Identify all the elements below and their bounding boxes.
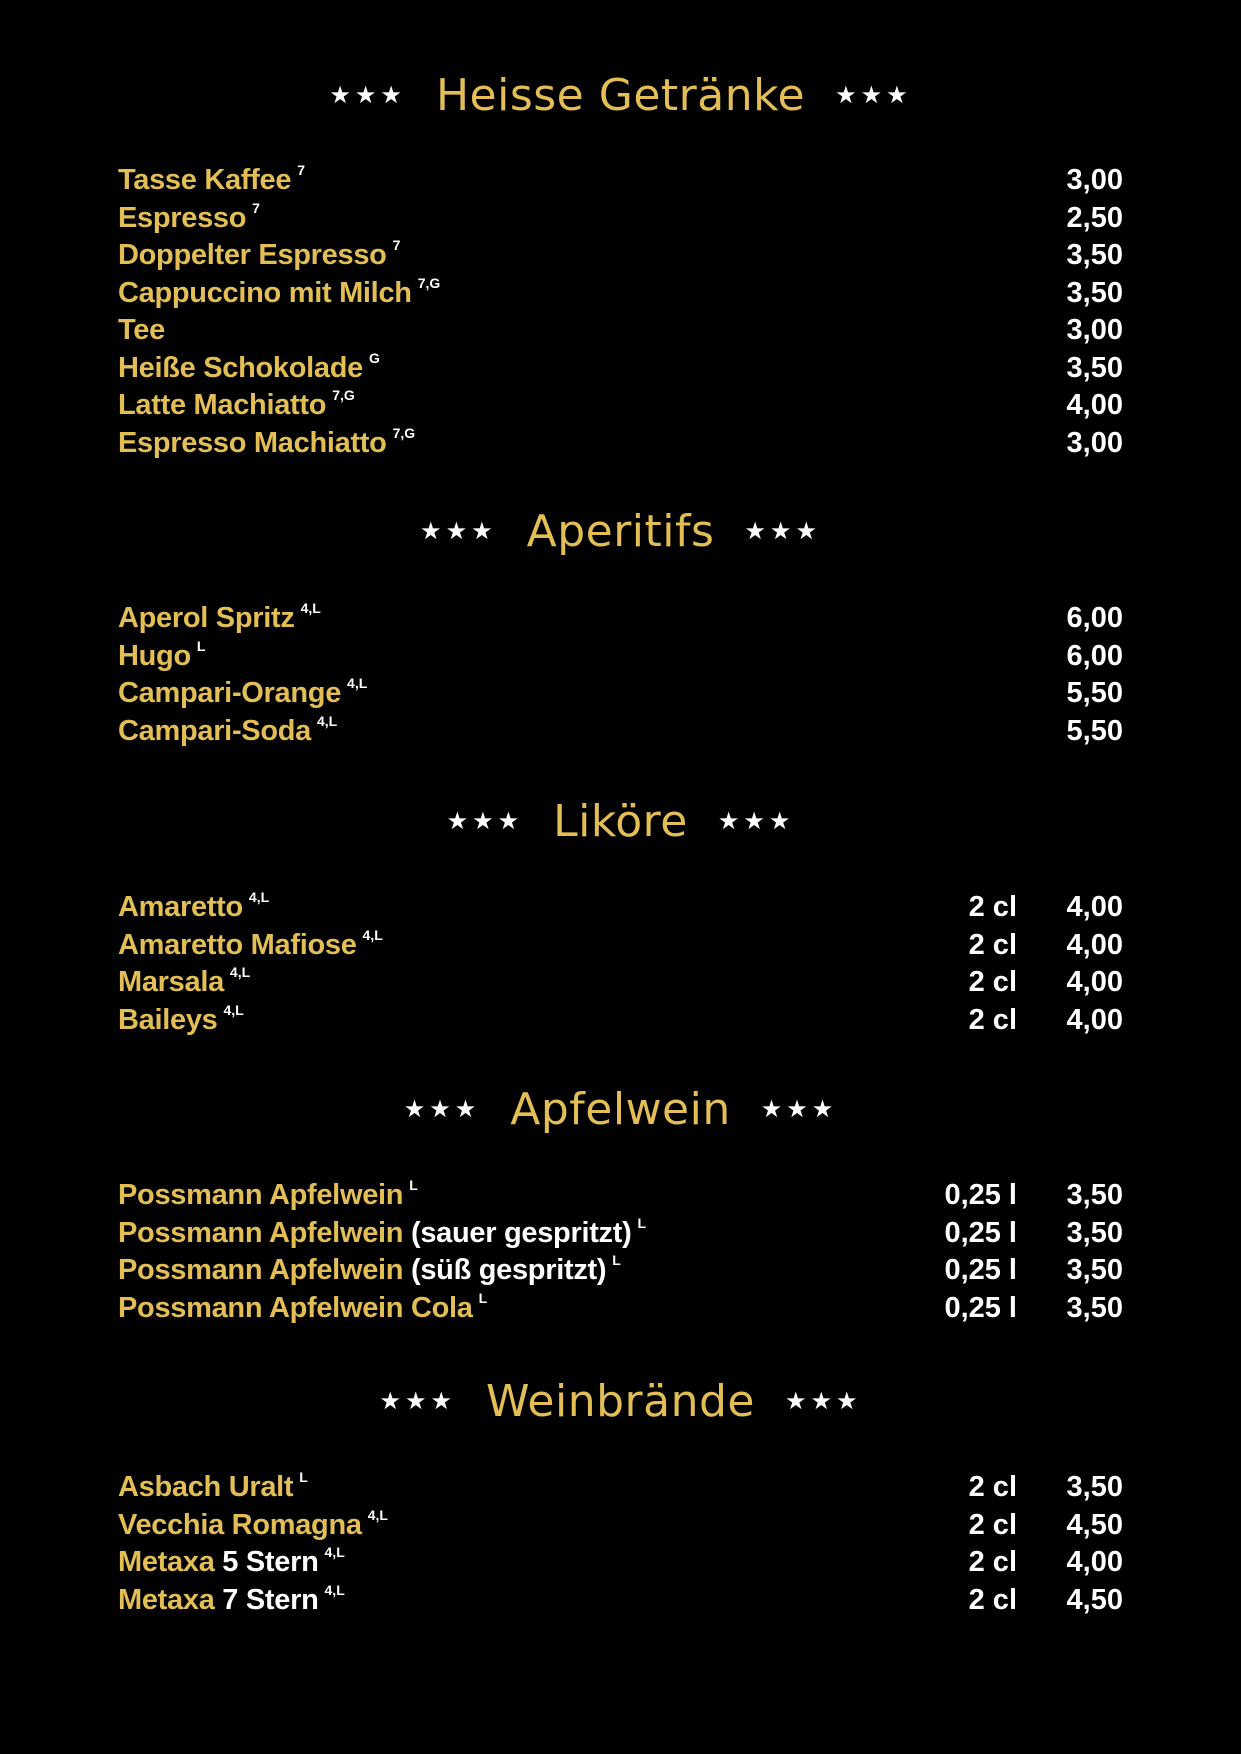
- item-name: Amaretto: [118, 891, 243, 923]
- menu-item: [0, 1002, 1241, 1040]
- menu-item: [0, 1215, 1241, 1253]
- allergen-code: 4,L: [229, 964, 251, 980]
- allergen-code: 4,L: [324, 1544, 345, 1560]
- allergen-code: G: [369, 349, 380, 366]
- item-price: 4,00: [1066, 891, 1123, 923]
- item-name-group: [118, 1544, 345, 1585]
- item-name: Campari-Soda: [118, 714, 311, 747]
- item-price: 4,00: [1066, 1003, 1123, 1036]
- stars-left-icon: ★★★: [446, 807, 524, 835]
- item-price: 3,00: [1066, 426, 1123, 459]
- allergen-code: 4,L: [223, 1001, 244, 1018]
- menu-item: [0, 1507, 1241, 1545]
- menu-item: [0, 1582, 1241, 1620]
- section-heading: [0, 786, 1241, 856]
- item-name: Campari-Orange: [118, 677, 342, 709]
- item-name-group: [118, 1177, 418, 1218]
- menu-item: [0, 387, 1241, 425]
- item-name-group: [118, 275, 440, 316]
- item-name: Espresso: [118, 201, 247, 234]
- item-name-group: [118, 638, 205, 679]
- section-title: Weinbrände: [486, 1375, 755, 1427]
- item-size: 2 cl: [968, 1583, 1017, 1616]
- item-price: 4,00: [1066, 389, 1123, 421]
- item-size: 0,25 l: [944, 1291, 1017, 1324]
- section-title: Aperitifs: [526, 505, 715, 557]
- menu-item: [0, 675, 1241, 713]
- item-list: [0, 162, 1241, 462]
- item-size: 2 cl: [968, 1003, 1017, 1036]
- item-name-group: [118, 1507, 388, 1548]
- item-name: Hugo: [118, 639, 191, 672]
- item-name-group: [118, 387, 355, 428]
- item-name-group: [118, 600, 321, 641]
- menu-item: [0, 927, 1241, 965]
- allergen-code: 7: [297, 162, 305, 178]
- menu-item: [0, 713, 1241, 751]
- item-name: Possmann Apfelwein: [118, 1254, 404, 1286]
- item-price: 6,00: [1066, 639, 1123, 672]
- item-variant: 7 Stern: [222, 1583, 319, 1616]
- section-heading: [0, 60, 1241, 130]
- allergen-code: 4,L: [317, 712, 338, 729]
- item-name: Doppelter Espresso: [118, 239, 387, 271]
- item-name-group: [118, 1469, 308, 1510]
- item-name-group: [118, 1002, 244, 1043]
- item-name-group: [118, 350, 380, 391]
- menu-item: [0, 237, 1241, 275]
- allergen-code: 7,G: [392, 424, 416, 441]
- allergen-code: 4,L: [300, 600, 321, 616]
- section-title: Liköre: [553, 795, 688, 847]
- item-name: Aperol Spritz: [118, 602, 295, 634]
- item-name: Tee: [118, 314, 165, 346]
- section-heading: [0, 496, 1241, 566]
- menu-item: [0, 162, 1241, 200]
- allergen-code: 7: [392, 237, 401, 253]
- item-name-group: [118, 200, 260, 241]
- allergen-code: 4,L: [324, 1581, 345, 1598]
- menu-item: [0, 425, 1241, 463]
- item-name-group: [118, 964, 250, 1005]
- item-price: 3,50: [1066, 276, 1123, 309]
- item-name-group: [118, 425, 415, 466]
- stars-right-icon: ★★★: [784, 1387, 862, 1415]
- item-price: 4,50: [1066, 1508, 1123, 1541]
- menu-item: [0, 600, 1241, 638]
- item-size: 2 cl: [968, 1546, 1017, 1578]
- stars-right-icon: ★★★: [835, 81, 912, 109]
- item-name: Metaxa: [118, 1546, 215, 1578]
- item-size: 0,25 l: [944, 1254, 1017, 1286]
- stars-left-icon: ★★★: [420, 517, 497, 545]
- item-name: Vecchia Romagna: [118, 1508, 362, 1541]
- item-price: 4,50: [1066, 1583, 1123, 1616]
- item-name-group: [118, 162, 305, 203]
- item-price: 4,00: [1066, 966, 1123, 998]
- item-size: 2 cl: [968, 1471, 1017, 1503]
- item-price: 3,50: [1066, 1471, 1123, 1503]
- menu-item: [0, 1544, 1241, 1582]
- item-name-group: [118, 1582, 345, 1623]
- item-name-group: [118, 237, 400, 278]
- item-name: Asbach Uralt: [118, 1471, 294, 1503]
- item-price: 2,50: [1066, 201, 1123, 234]
- stars-right-icon: ★★★: [760, 1095, 838, 1123]
- item-price: 3,00: [1066, 164, 1123, 196]
- item-name-group: [118, 927, 383, 968]
- item-name-group: [118, 675, 367, 716]
- item-price: 3,50: [1066, 1216, 1123, 1249]
- item-name: Possmann Apfelwein: [118, 1216, 404, 1249]
- item-name: Metaxa: [118, 1583, 215, 1616]
- section-heading: [0, 1366, 1241, 1436]
- allergen-code: 4,L: [347, 675, 368, 691]
- stars-right-icon: ★★★: [717, 807, 795, 835]
- section-title: Heisse Getränke: [435, 69, 806, 121]
- item-name: Latte Machiatto: [118, 389, 327, 421]
- allergen-code: L: [637, 1214, 647, 1231]
- item-list: [0, 889, 1241, 1039]
- item-name: Marsala: [118, 966, 224, 998]
- item-name: Espresso Machiatto: [118, 426, 387, 459]
- item-price: 3,50: [1066, 1179, 1123, 1211]
- item-price: 3,50: [1066, 1254, 1123, 1286]
- item-price: 4,00: [1066, 928, 1123, 961]
- allergen-code: L: [409, 1177, 418, 1193]
- item-name-group: [118, 1290, 487, 1331]
- item-size: 0,25 l: [944, 1179, 1017, 1211]
- item-size: 2 cl: [968, 928, 1017, 961]
- item-name: Tasse Kaffee: [118, 164, 292, 196]
- item-name: Amaretto Mafiose: [118, 928, 357, 961]
- menu-item: [0, 889, 1241, 927]
- item-variant: 5 Stern: [222, 1546, 319, 1578]
- item-price: 4,00: [1066, 1546, 1123, 1578]
- menu-item: [0, 1252, 1241, 1290]
- menu-item: [0, 964, 1241, 1002]
- stars-right-icon: ★★★: [744, 517, 821, 545]
- item-name-group: [118, 1215, 646, 1256]
- item-name: Possmann Apfelwein: [118, 1179, 404, 1211]
- item-name: Heiße Schokolade: [118, 351, 363, 384]
- allergen-code: 7,G: [417, 274, 441, 291]
- allergen-code: L: [478, 1289, 488, 1306]
- menu-item: [0, 1177, 1241, 1215]
- menu-item: [0, 312, 1241, 350]
- item-list: [0, 1469, 1241, 1619]
- item-name: Cappuccino mit Milch: [118, 276, 412, 309]
- allergen-code: L: [612, 1252, 621, 1268]
- allergen-code: 4,L: [248, 889, 270, 905]
- item-name: Possmann Apfelwein Cola: [118, 1291, 473, 1324]
- stars-left-icon: ★★★: [379, 1387, 456, 1415]
- allergen-code: L: [196, 637, 206, 654]
- item-size: 2 cl: [968, 891, 1017, 923]
- item-list: [0, 600, 1241, 750]
- item-price: 5,50: [1066, 677, 1123, 709]
- allergen-code: 4,L: [362, 926, 383, 943]
- section-heading: [0, 1074, 1241, 1144]
- allergen-code: L: [299, 1469, 308, 1485]
- item-name-group: [118, 889, 269, 930]
- item-name: Baileys: [118, 1003, 218, 1036]
- item-price: 3,50: [1066, 351, 1123, 384]
- item-price: 3,00: [1066, 314, 1123, 346]
- item-size: 2 cl: [968, 966, 1017, 998]
- item-price: 3,50: [1066, 239, 1123, 271]
- item-price: 5,50: [1066, 714, 1123, 747]
- item-price: 3,50: [1066, 1291, 1123, 1324]
- menu-item: [0, 1469, 1241, 1507]
- stars-left-icon: ★★★: [329, 81, 406, 109]
- item-name-group: [118, 713, 337, 754]
- item-variant: (sauer gespritzt): [410, 1216, 632, 1249]
- menu-item: [0, 275, 1241, 313]
- item-price: 6,00: [1066, 602, 1123, 634]
- item-size: 0,25 l: [944, 1216, 1017, 1249]
- item-name-group: [118, 312, 165, 349]
- menu-item: [0, 1290, 1241, 1328]
- item-variant: (süß gespritzt): [410, 1254, 607, 1286]
- allergen-code: 7: [252, 199, 260, 216]
- menu-item: [0, 200, 1241, 238]
- allergen-code: 7,G: [332, 387, 355, 403]
- item-name-group: [118, 1252, 621, 1293]
- allergen-code: 4,L: [367, 1506, 388, 1523]
- stars-left-icon: ★★★: [403, 1095, 481, 1123]
- section-title: Apfelwein: [510, 1083, 731, 1135]
- item-list: [0, 1177, 1241, 1327]
- menu-item: [0, 638, 1241, 676]
- item-size: 2 cl: [968, 1508, 1017, 1541]
- menu-item: [0, 350, 1241, 388]
